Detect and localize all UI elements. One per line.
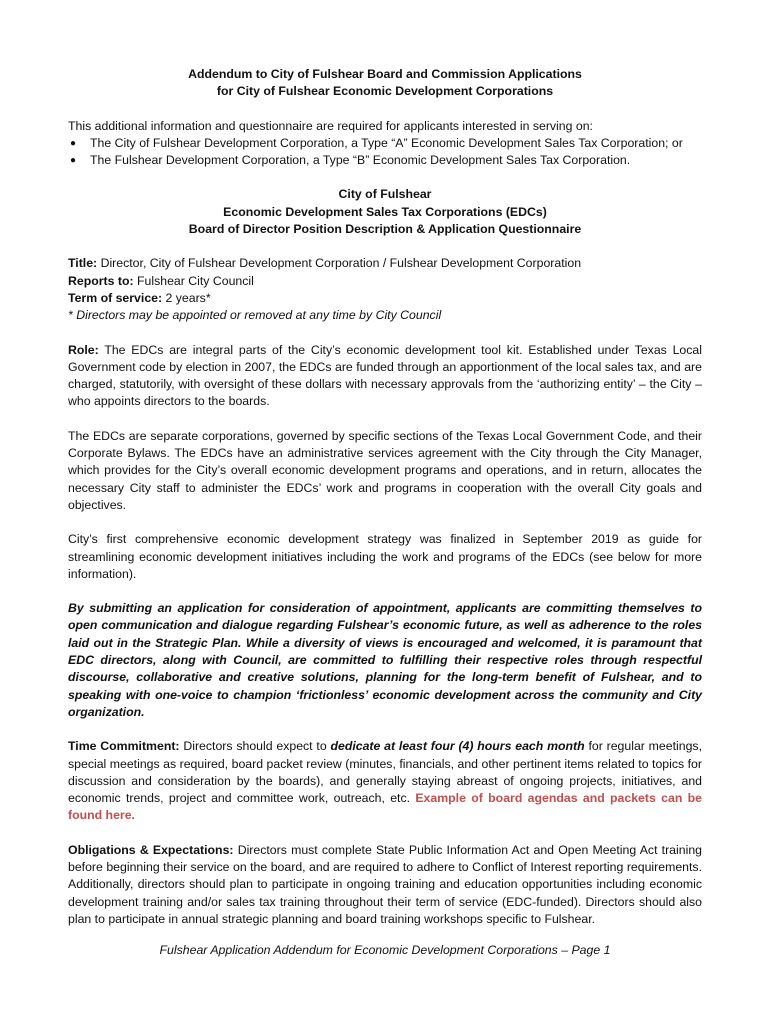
obligations-label: Obligations & Expectations:	[68, 842, 234, 857]
section-heading	[68, 186, 702, 238]
time-commitment-emphasis: dedicate at least four (4) hours each month	[330, 739, 585, 754]
role-text: The EDCs are integral parts of the City’s economic development tool kit. Established under Texas Local Government code by election in 2007, the EDCs are funded through an apportionment of the local sales tax, and are charged, statutorily, with oversight of these dollars with necessary approvals from the ‘authorizing entity’ – the City – who appoints directors to the boards.	[68, 342, 702, 409]
strategy-paragraph: City’s first comprehensive economic development strategy was finalized in September 2019 as guide for streamlining economic development initiatives including the work and programs of the EDCs (see below for more information).	[68, 532, 702, 581]
list-item-text: The Fulshear Development Corporation, a Type “B” Economic Development Sales Tax Corporation.	[90, 153, 631, 168]
reports-label: Reports to:	[68, 273, 134, 288]
time-commitment-paragraph	[68, 738, 702, 824]
page-footer: Fulshear Application Addendum for Economic Development Corporations – Page 1	[159, 943, 611, 957]
position-term	[68, 290, 702, 307]
reports-value: Fulshear City Council	[133, 273, 254, 288]
list-item	[68, 152, 702, 169]
section-heading-line-3: Board of Director Position Description & Application Questionnaire	[188, 222, 582, 237]
board-agendas-link[interactable]: Example of board agendas and packets can be found here.	[68, 791, 702, 823]
bullet-icon: ●	[70, 137, 77, 149]
time-commitment-text-1: Directors should expect to	[179, 739, 331, 754]
list-item-text: The City of Fulshear Development Corporation, a Type “A” Economic Development Sales Tax Corporation; or	[90, 135, 683, 150]
time-commitment-label: Time Commitment:	[68, 739, 180, 754]
position-details	[68, 255, 702, 324]
title-label: Title:	[68, 256, 98, 271]
section-heading-line-2: Economic Development Sales Tax Corporations (EDCs)	[223, 204, 547, 219]
term-value: 2 years*	[162, 290, 211, 305]
position-term-note	[68, 307, 702, 324]
term-label: Term of service:	[68, 290, 163, 305]
header-line-1: Addendum to City of Fulshear Board and Commission Applications	[188, 67, 582, 81]
document-page	[68, 66, 702, 928]
time-commitment-text-2: for regular meetings, special meetings as required, board packet review (minutes, financials, and other pertinent items related to topics for discussion and consideration by the boards), and generally staying abreast of ongoing projects, initiatives, and economic trends, project and committee work, outreach, etc.	[68, 739, 702, 806]
term-note-text: * Directors may be appointed or removed at any time by City Council	[68, 308, 442, 323]
document-header	[68, 66, 702, 101]
position-title	[68, 255, 702, 272]
obligations-paragraph	[68, 842, 702, 928]
intro-section	[68, 118, 702, 170]
eligible-corporations-list	[68, 135, 702, 170]
bullet-icon: ●	[70, 155, 77, 167]
section-heading-line-1: City of Fulshear	[338, 187, 432, 202]
title-value: Director, City of Fulshear Development Corporation / Fulshear Development Corporation	[97, 256, 582, 271]
intro-text: This additional information and questionnaire are required for applicants interested in serving on:	[68, 118, 593, 133]
edcs-paragraph: The EDCs are separate corporations, governed by specific sections of the Texas Local Government Code, and their Corporate Bylaws. The EDCs have an administrative services agreement with the City through the City Manager, which provides for the City’s overall economic development programs and operations, and in return, allocates the necessary City staff to administer the EDCs’ work and programs in cooperation with the overall City goals and objectives.	[68, 428, 702, 512]
role-paragraph	[68, 342, 702, 411]
role-label: Role:	[68, 342, 99, 357]
commitment-statement: By submitting an application for consideration of appointment, applicants are committing themselves to open communication and dialogue regarding Fulshear’s economic future, as well as adherence to the roles laid out in the Strategic Plan. While a diversity of views is encouraged and welcomed, it is paramount that EDC directors, along with Council, are committed to fulfilling their respective roles through respectful discourse, collaborative and creative solutions, planning for the long-term benefit of Fulshear, and to speaking with one-voice to champion ‘frictionless’ economic development across the community and City organization.	[68, 601, 702, 719]
list-item	[68, 135, 702, 152]
position-reports-to	[68, 273, 702, 290]
header-line-2: for City of Fulshear Economic Development Corporations	[216, 84, 554, 99]
obligations-text: Directors must complete State Public Information Act and Open Meeting Act training before beginning their service on the board, and are required to adhere to Conflict of Interest reporting requirements. Additionally, directors should plan to participate in ongoing training and education opportunities including economic development training and/or sales tax training throughout their term of service (EDC-funded). Directors should also plan to participate in annual strategic planning and board training workshops specific to Fulshear.	[68, 842, 702, 926]
